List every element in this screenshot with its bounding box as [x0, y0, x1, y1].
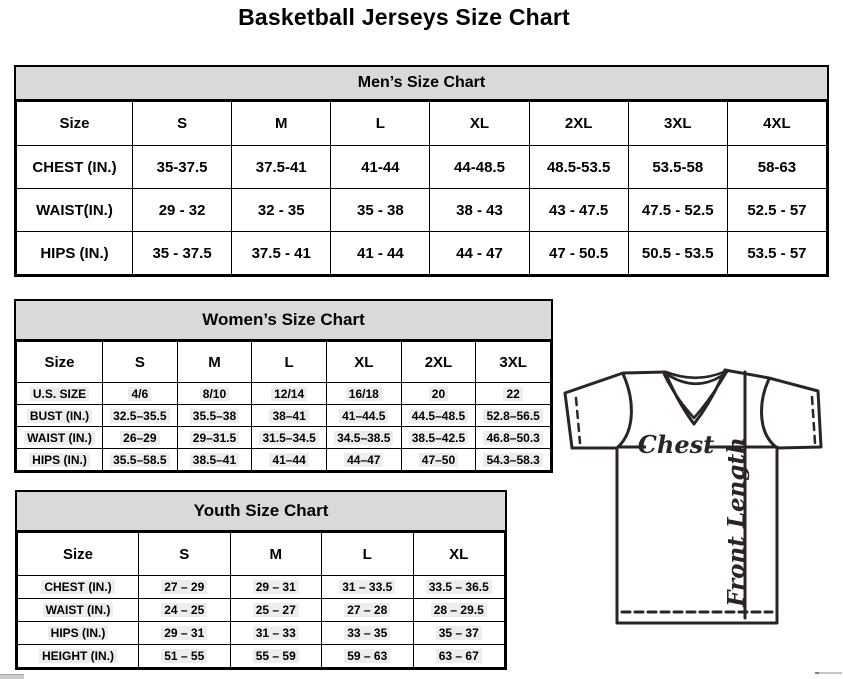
row-label: HIPS (IN.) [17, 232, 133, 275]
table-cell: 24 – 25 [139, 599, 231, 622]
table-row [18, 622, 505, 645]
column-header: M [177, 342, 252, 383]
row-label: BUST (IN.) [17, 405, 103, 427]
column-header: S [133, 102, 232, 146]
table-row [18, 599, 505, 622]
table-cell: 4/6 [103, 383, 178, 405]
column-header-row [17, 342, 551, 383]
table-cell: 59 – 63 [322, 645, 414, 668]
size-column-header: Size [17, 102, 133, 146]
column-header-row [18, 533, 505, 576]
table-cell: 29 – 31 [139, 622, 231, 645]
table-cell: 47–50 [401, 449, 476, 471]
column-header-row [17, 102, 827, 146]
table-cell: 16/18 [326, 383, 401, 405]
table-cell: 55 – 59 [230, 645, 322, 668]
table-cell: 54.3–58.3 [476, 449, 551, 471]
table-cell: 20 [401, 383, 476, 405]
womens-size-table [16, 341, 551, 471]
table-cell: 48.5-53.5 [529, 146, 628, 189]
table-cell: 37.5-41 [232, 146, 331, 189]
column-header: L [331, 102, 430, 146]
table-row [17, 449, 551, 471]
column-header: 4XL [727, 102, 826, 146]
table-cell: 47.5 - 52.5 [628, 189, 727, 232]
table-cell: 33 – 35 [322, 622, 414, 645]
table-cell: 37.5 - 41 [232, 232, 331, 275]
row-label: WAIST (IN.) [18, 599, 139, 622]
table-cell: 28 – 29.5 [413, 599, 505, 622]
table-cell: 58-63 [727, 146, 826, 189]
table-cell: 29 – 31 [230, 576, 322, 599]
table-row [17, 189, 827, 232]
right-armhole-seam [762, 379, 776, 447]
table-cell: 38.5–41 [177, 449, 252, 471]
youth-size-chart-header: Youth Size Chart [17, 492, 505, 532]
table-row [17, 405, 551, 427]
table-cell: 41 - 44 [331, 232, 430, 275]
left-cuff-dashed-line [576, 398, 580, 443]
table-row [17, 232, 827, 275]
front-length-label: Front Length [723, 437, 750, 607]
column-header: XL [326, 342, 401, 383]
column-header: L [322, 533, 414, 576]
row-label: WAIST(IN.) [17, 189, 133, 232]
table-row [18, 645, 505, 668]
row-label: CHEST (IN.) [18, 576, 139, 599]
table-cell: 26–29 [103, 427, 178, 449]
table-cell: 35.5–38 [177, 405, 252, 427]
table-cell: 29 - 32 [133, 189, 232, 232]
table-cell: 32 - 35 [232, 189, 331, 232]
table-cell: 38 - 43 [430, 189, 529, 232]
table-cell: 46.8–50.3 [476, 427, 551, 449]
table-cell: 29–31.5 [177, 427, 252, 449]
table-cell: 52.5 - 57 [727, 189, 826, 232]
table-cell: 8/10 [177, 383, 252, 405]
table-row [18, 576, 505, 599]
table-cell: 35 – 37 [413, 622, 505, 645]
collar-back-line [666, 371, 726, 378]
table-cell: 41–44 [252, 449, 327, 471]
youth-size-table [17, 532, 505, 668]
table-cell: 35 - 37.5 [133, 232, 232, 275]
table-cell: 27 – 29 [139, 576, 231, 599]
table-row [17, 383, 551, 405]
mens-size-table [16, 101, 827, 275]
table-cell: 44 - 47 [430, 232, 529, 275]
table-cell: 22 [476, 383, 551, 405]
table-cell: 51 – 55 [139, 645, 231, 668]
table-cell: 47 - 50.5 [529, 232, 628, 275]
column-header: 3XL [628, 102, 727, 146]
table-cell: 31 – 33.5 [322, 576, 414, 599]
horizontal-scrollbar-thumb-fragment[interactable] [0, 674, 24, 679]
table-cell: 52.8–56.5 [476, 405, 551, 427]
column-header: L [252, 342, 327, 383]
table-cell: 53.5 - 57 [727, 232, 826, 275]
table-row [17, 146, 827, 189]
table-cell: 34.5–38.5 [326, 427, 401, 449]
table-cell: 41-44 [331, 146, 430, 189]
size-column-header: Size [17, 342, 103, 383]
table-cell: 43 - 47.5 [529, 189, 628, 232]
column-header: M [230, 533, 322, 576]
table-cell: 41–44.5 [326, 405, 401, 427]
table-cell: 35.5–58.5 [103, 449, 178, 471]
jersey-measurement-diagram [556, 360, 842, 632]
table-cell: 31 – 33 [230, 622, 322, 645]
table-cell: 25 – 27 [230, 599, 322, 622]
mens-size-chart [14, 65, 829, 277]
column-header: XL [413, 533, 505, 576]
size-column-header: Size [18, 533, 139, 576]
table-cell: 12/14 [252, 383, 327, 405]
table-cell: 33.5 – 36.5 [413, 576, 505, 599]
table-cell: 44–47 [326, 449, 401, 471]
left-armhole-seam [618, 374, 631, 447]
column-header: M [232, 102, 331, 146]
table-cell: 53.5-58 [628, 146, 727, 189]
table-row [17, 427, 551, 449]
table-cell: 44-48.5 [430, 146, 529, 189]
page-title: Basketball Jerseys Size Chart [238, 4, 570, 30]
row-label: U.S. SIZE [17, 383, 103, 405]
jersey-outline [565, 370, 821, 623]
table-cell: 35 - 38 [331, 189, 430, 232]
right-cuff-dashed-line [812, 397, 815, 443]
row-label: HIPS (IN.) [18, 622, 139, 645]
mens-size-chart-header: Men’s Size Chart [16, 67, 827, 101]
womens-size-chart [14, 299, 553, 473]
womens-size-chart-header: Women’s Size Chart [16, 301, 551, 341]
column-header: S [103, 342, 178, 383]
youth-size-chart [15, 490, 507, 670]
table-cell: 38.5–42.5 [401, 427, 476, 449]
column-header: 2XL [401, 342, 476, 383]
column-header: 2XL [529, 102, 628, 146]
row-label: WAIST (IN.) [17, 427, 103, 449]
column-header: S [139, 533, 231, 576]
table-cell: 32.5–35.5 [103, 405, 178, 427]
column-header: 3XL [476, 342, 551, 383]
table-cell: 27 – 28 [322, 599, 414, 622]
row-label: HEIGHT (IN.) [18, 645, 139, 668]
table-cell: 31.5–34.5 [252, 427, 327, 449]
column-header: XL [430, 102, 529, 146]
horizontal-scrollbar-track-fragment[interactable] [815, 672, 842, 674]
table-cell: 44.5–48.5 [401, 405, 476, 427]
table-cell: 38–41 [252, 405, 327, 427]
table-cell: 50.5 - 53.5 [628, 232, 727, 275]
table-cell: 63 – 67 [413, 645, 505, 668]
chest-label: Chest [637, 430, 715, 459]
row-label: HIPS (IN.) [17, 449, 103, 471]
row-label: CHEST (IN.) [17, 146, 133, 189]
table-cell: 35-37.5 [133, 146, 232, 189]
